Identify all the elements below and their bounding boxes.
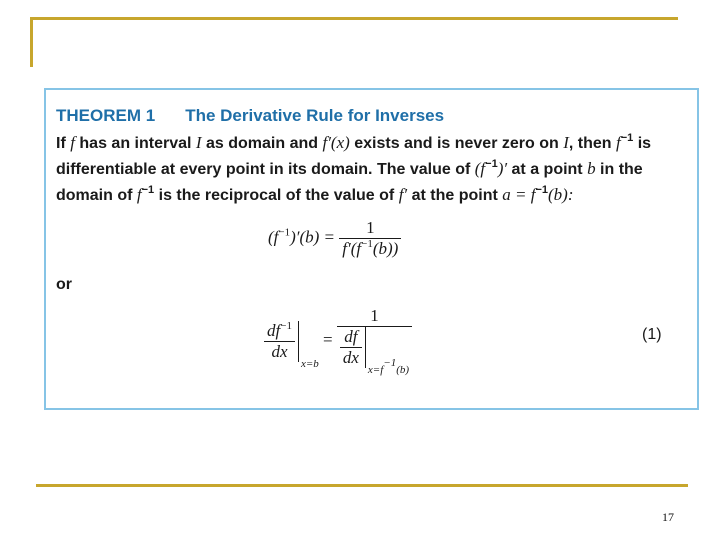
top-decorative-rule [30, 17, 678, 20]
lhs-evaluation: $\frac{df^{-1}}{dx}$ [264, 321, 299, 362]
theorem-label: THEOREM 1 [56, 106, 156, 125]
statement-line-3: domain of $f^{-1}$ is the reciprocal of the value of f′ at the point $a = f^{-1}(b)$: [56, 184, 574, 204]
equation-number: (1) [642, 326, 662, 343]
theorem-box [44, 88, 699, 410]
theorem-header [56, 106, 444, 126]
page-number: 17 [662, 510, 674, 524]
or-connector: or [56, 276, 72, 293]
rhs-fraction: 1 $\frac{df}{dx}$ $_{x=f^{-1}(b)}$ [337, 306, 412, 376]
equation-leibniz-form: $\frac{df^{-1}}{dx}$ $_{x=b}$ = 1 $\frac{df}{dx}$ $_{x=f^{-1}(b)}$ [264, 306, 412, 376]
theorem-title: The Derivative Rule for Inverses [185, 106, 445, 125]
statement-line-2: differentiable at every point in its domain. The value of $(f^{-1})'$ at a point b in the [56, 158, 643, 178]
statement-line-1: If f has an interval I as domain and f′(x) exists and is never zero on I, then $f^{-1}$ is [56, 132, 652, 152]
fraction: $\frac{1}{f'(f^{-1}(b))}$ [339, 218, 401, 259]
equation-inverse-derivative: $(f^{-1})'(b)$ = $\frac{1}{f'(f^{-1}(b))}$ [268, 218, 401, 259]
theorem-statement [56, 130, 686, 208]
left-decorative-rule [30, 17, 33, 67]
bottom-decorative-rule [36, 484, 688, 487]
